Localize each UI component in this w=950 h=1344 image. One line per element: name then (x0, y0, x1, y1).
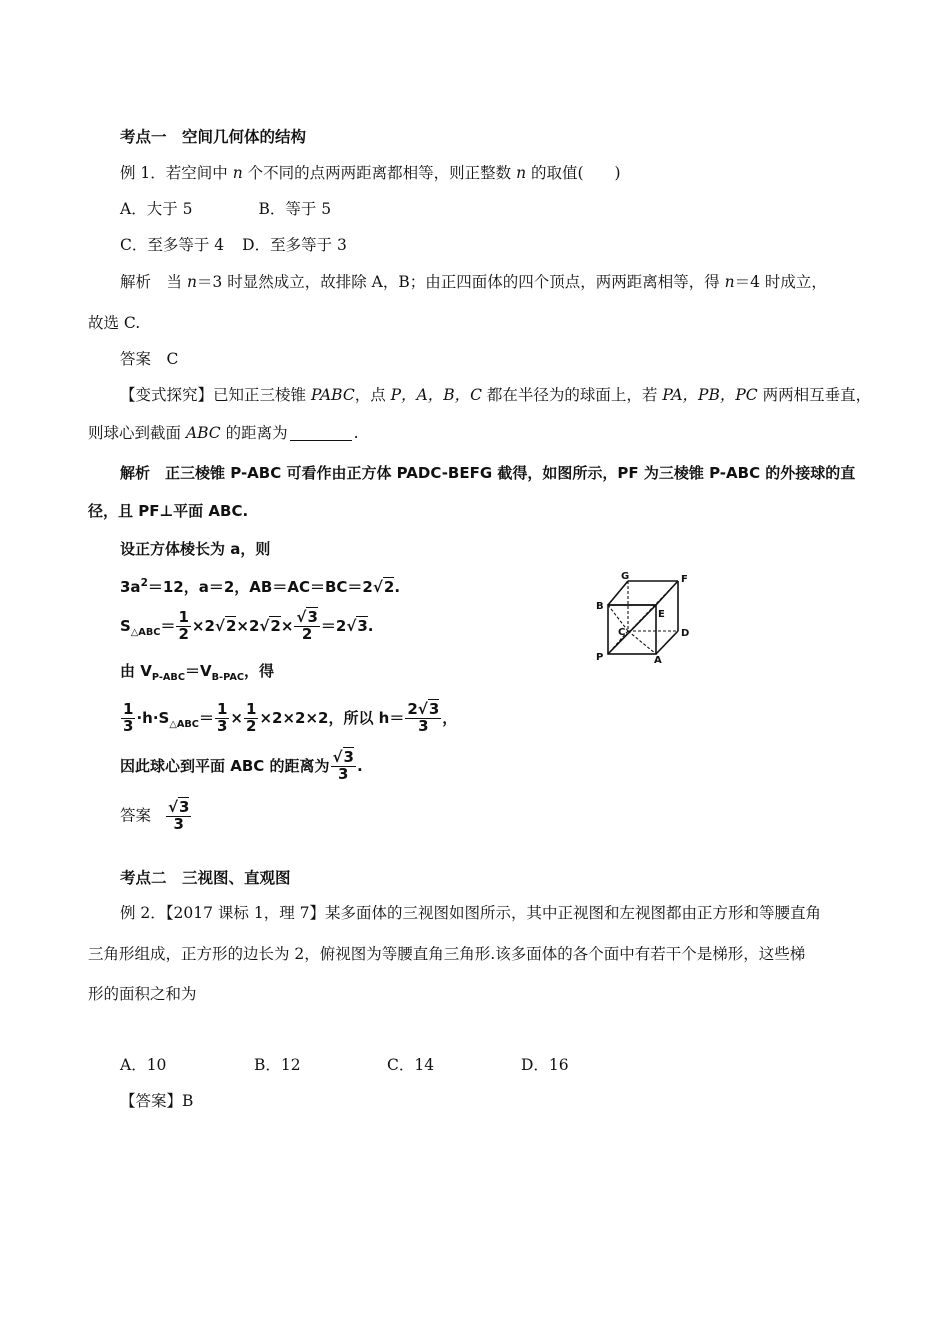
text-fragment: 2 (407, 700, 418, 718)
denominator: 3 (173, 814, 184, 833)
example-1-options-row-2 (120, 234, 347, 256)
label-f: F (681, 574, 688, 585)
solution-line-8 (120, 750, 363, 783)
label-p: P (596, 652, 604, 663)
solution-answer (120, 800, 192, 833)
fraction-third (121, 702, 135, 735)
numerator: 2√3 (407, 700, 440, 718)
sqrt-radicand: 3 (179, 798, 190, 816)
denominator: 3 (216, 716, 228, 735)
label-g: G (621, 571, 630, 582)
section-title-1: 考点一 空间几何体的结构 (120, 127, 307, 146)
text-fragment: 的取值( ) (526, 164, 621, 182)
numerator: √3 (332, 748, 354, 766)
numerator: 1 (246, 700, 257, 718)
subscript: B-PAC (211, 672, 245, 683)
text-fragment: ＝ (198, 708, 214, 727)
example-1-analysis-line-2: 故选 C. (88, 314, 141, 332)
label-d: D (681, 628, 690, 639)
numerator: 1 (123, 700, 134, 718)
text-fragment: ＝V (185, 662, 212, 680)
section-title-2: 考点二 三视图、直观图 (120, 868, 291, 887)
text-fragment: ·h·S (136, 708, 170, 727)
subscript: △ABC (130, 626, 161, 638)
example-1-answer: 答案 C (120, 350, 179, 368)
numerator: 1 (216, 700, 228, 718)
subscript: P-ABC (151, 672, 185, 683)
sqrt-radicand: 3 (307, 608, 318, 626)
var-n: n (232, 164, 243, 182)
text-fragment: 都在半径为的球面上，若 (482, 386, 663, 404)
numerator: 1 (178, 608, 189, 626)
denominator: 3 (123, 716, 134, 735)
label-b: B (596, 601, 604, 612)
text-fragment: ×2 (191, 616, 215, 635)
text-fragment: 【变式探究】已知正三棱锥 (120, 386, 311, 404)
example-2-line-2: 三角形组成，正方形的边长为 2，俯视图为等腰直角三角形.该多面体的各个面中有若干个是梯形，这些梯 (88, 945, 806, 963)
solution-line-1: 解析 正三棱锥 P-ABC 可看作由正方体 PADC-BEFG 截得，如图所示，PF 为三棱锥 P-ABC 的外接球的直 (120, 464, 856, 482)
example-2-option-a: A．10 (120, 1056, 167, 1074)
text-fragment: × (230, 708, 243, 727)
sqrt-radicand: 3 (357, 616, 368, 635)
text-fragment: ， (442, 708, 458, 727)
text-fragment: . (394, 578, 401, 596)
text-fragment: ＝2 (320, 616, 347, 635)
sqrt-radicand: 3 (343, 748, 354, 766)
label-c: C (618, 627, 626, 638)
solution-line-3: 设正方体棱长为 a，则 (120, 540, 271, 558)
text-fragment: 由 V (120, 662, 152, 680)
text-fragment: 3a (120, 578, 141, 596)
option-c: C．至多等于 4 (120, 236, 225, 254)
answer-blank (290, 440, 352, 441)
fraction-sqrt3-over-3 (331, 750, 356, 783)
example-2-option-b: B．12 (254, 1056, 301, 1074)
text-fragment: . (353, 424, 359, 442)
example-1-options-row-1 (120, 198, 331, 220)
text-fragment: 因此球心到平面 ABC 的距离为 (120, 756, 330, 775)
example-1-question (120, 162, 621, 184)
text-fragment: 则球心到截面 (88, 424, 186, 442)
solution-line-2: 径，且 PF⊥平面 ABC. (88, 502, 249, 520)
text-fragment: 两两相互垂直， (757, 386, 872, 404)
text-fragment: 个不同的点两两距离都相等，则正整数 (242, 164, 517, 182)
fraction-half (176, 610, 190, 643)
answer-label: 答案 (120, 806, 152, 825)
solution-line-4: $3a^2=12$，a＝2，AB＝AC＝BC＝2√2. (120, 577, 401, 596)
cube-figure (588, 568, 698, 664)
var-n: n (186, 273, 197, 291)
text-fragment: ＝3 时显然成立，故排除 A，B；由正四面体的四个顶点，两两距离相等，得 (196, 273, 725, 291)
option-d: D．至多等于 3 (242, 236, 347, 254)
superscript: 2 (140, 577, 148, 589)
text-fragment: ×2 (236, 616, 260, 635)
denominator: 2 (301, 624, 313, 643)
fraction-h (405, 702, 441, 735)
math-pabc: PABC (310, 386, 355, 404)
text-fragment: 例 1．若空间中 (120, 164, 233, 182)
var-n: n (724, 273, 735, 291)
text-fragment: . (367, 616, 374, 635)
option-a: A．大于 5 (120, 200, 193, 218)
math-pairs: PA，PB，PC (662, 386, 758, 404)
example-1-analysis (120, 271, 827, 293)
variant-question-line-1 (120, 384, 871, 406)
solution-line-7 (120, 702, 457, 735)
sqrt-radicand: 2 (383, 578, 395, 596)
option-b: B．等于 5 (258, 200, 332, 218)
numerator: √3 (296, 608, 318, 626)
denominator: 3 (338, 764, 349, 783)
math-points: P，A，B，C (390, 386, 482, 404)
text-fragment: ＝4 时成立， (734, 273, 827, 291)
solution-line-5: $S_{\triangle ABC}=$ $\frac{1}{2}$ ×2√2×2√2× $\frac{√3}{2}$ ＝2√3. (120, 608, 374, 643)
label-e: E (658, 609, 665, 620)
fraction-half (244, 702, 258, 735)
text-fragment: × (280, 616, 294, 635)
answer-fraction (166, 800, 191, 833)
denominator: 2 (246, 716, 257, 735)
text-fragment: ＝ (160, 616, 176, 635)
variant-question-line-2 (88, 422, 359, 444)
example-2-line-1: 例 2．【2017 课标 1，理 7】某多面体的三视图如图所示，其中正视图和左视图都由正方形和等腰直角 (120, 904, 821, 922)
text-fragment: 解析 当 (120, 273, 187, 291)
sqrt-radicand: 2 (270, 616, 281, 635)
example-2-option-d: D．16 (521, 1056, 569, 1074)
subscript: △ABC (169, 718, 199, 730)
text-fragment: ，点 (354, 386, 391, 404)
denominator: 3 (418, 716, 429, 735)
sqrt-radicand: 2 (225, 616, 237, 635)
text-fragment: S (120, 616, 131, 635)
text-fragment: . (356, 756, 363, 775)
example-2-line-3: 形的面积之和为 (88, 985, 197, 1003)
fraction-sqrt3-over-2 (294, 610, 319, 643)
sqrt-radicand: 3 (428, 700, 440, 718)
math-abc: ABC (185, 424, 221, 442)
denominator: 2 (178, 624, 189, 643)
text-fragment: 的距离为 (220, 424, 288, 442)
text-fragment: ，得 (244, 662, 275, 680)
solution-line-6 (120, 660, 274, 682)
numerator: √3 (168, 798, 190, 816)
example-2-answer: 【答案】B (120, 1092, 194, 1110)
label-a: A (654, 655, 662, 664)
example-2-option-c: C．14 (387, 1056, 435, 1074)
text-fragment: ×2×2×2，所以 h＝ (259, 708, 405, 727)
fraction-third (215, 702, 229, 735)
text-fragment: ＝12，a＝2，AB＝AC＝BC＝2 (147, 578, 373, 596)
var-n: n (516, 164, 527, 182)
